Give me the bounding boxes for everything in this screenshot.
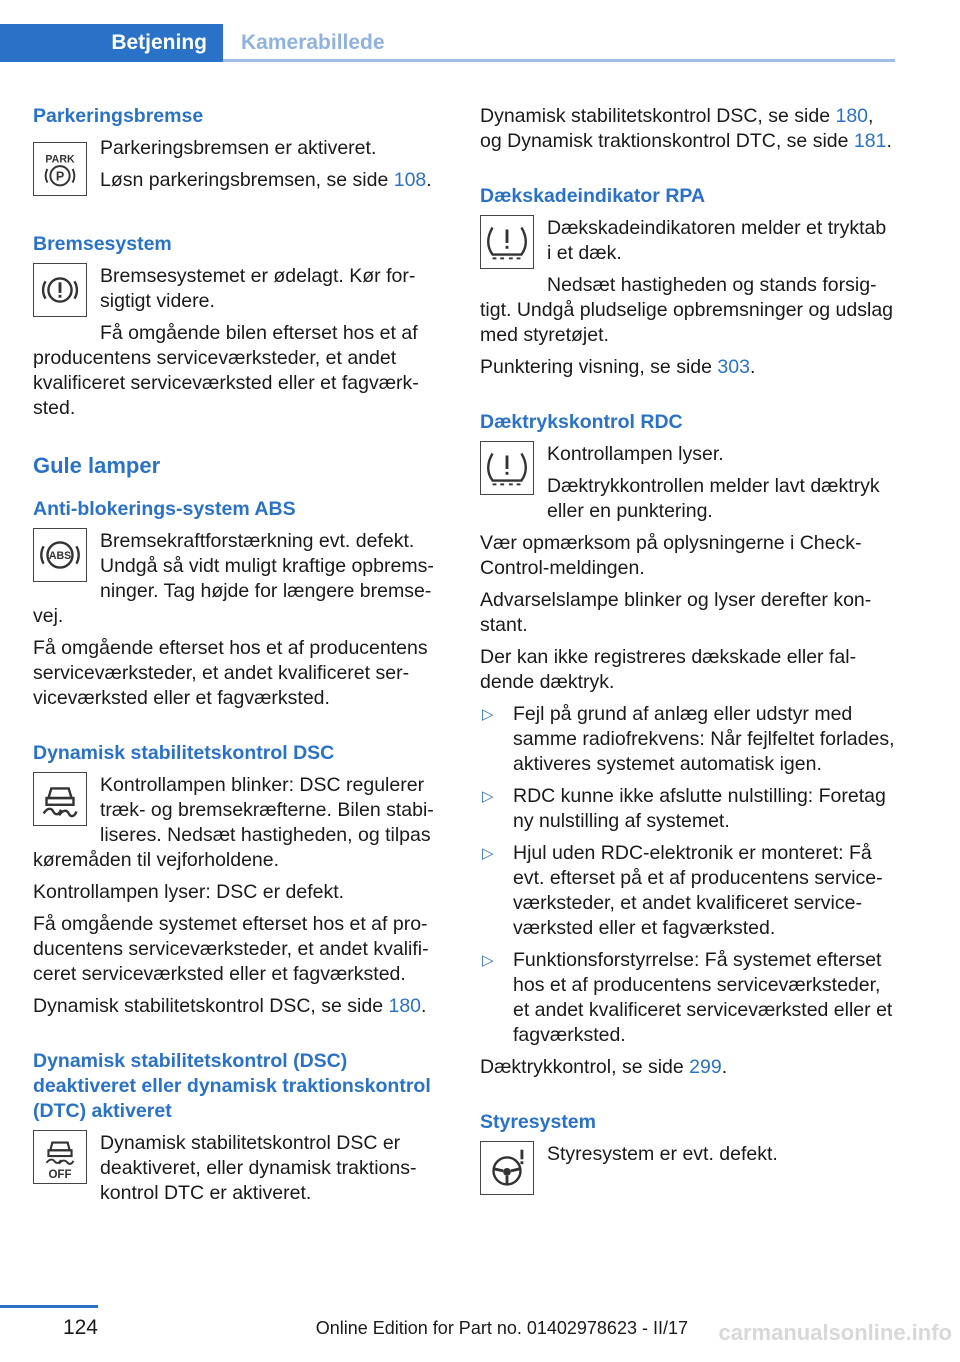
tab-kamerabillede[interactable]: Kamerabillede [241,31,385,54]
paragraph: Parkeringsbremsen er aktiveret. [100,137,377,159]
paragraph: Kontrollampen lyser. [547,443,724,465]
triangle-bullet-icon: ▷ [482,706,494,723]
page-number: 124 [62,1316,98,1339]
watermark: carmanualsonline.info [718,1320,952,1345]
page-link[interactable]: 180 [388,995,422,1017]
section-yellow-lamps [33,451,448,481]
brake-warning-icon [33,263,87,317]
triangle-bullet-icon: ▷ [482,845,494,862]
paragraph: Vær opmærksom på oplysningerne i Check-Control-meldingen. [480,532,862,579]
header-rule [223,59,895,62]
paragraph: Advarselslampe blinker og lyser derefter konstant. [480,589,872,636]
paragraph: Dynamisk stabilitetskontrol DSC er deaktiveret, eller dynamisk traktionskontrol DTC er aktiveret. [100,1132,417,1204]
page-link[interactable]: 299 [689,1056,722,1078]
paragraph: Bremsekraftforstærkning evt. defekt. Undgå så vidt muligt kraftige opbremsninger. Tag højde for længere bremsevej. [33,530,434,627]
left-column [33,100,448,1206]
paragraph: Nedsæt hastigheden og stands forsigtigt. Undgå pludselige opbremsninger og udslag med styretøjet. [480,274,894,346]
paragraph: Få omgående systemet efterset hos et af producentens serviceværksteder, et andet kvalificeret serviceværksted eller et fagværksted. [33,913,429,985]
dsc-icon [33,772,87,826]
parking-brake-icon [33,142,87,196]
section-parking-brake [33,104,448,202]
paragraph: Dynamisk stabilitetskontrol DSC, se side 180. [33,995,427,1017]
chapter-heading: Gule lamper [33,453,161,478]
section-dsc [33,741,448,1019]
list-item: ▷ RDC kunne ikke afslutte nulstilling: Foretag ny nulstilling af systemet. [482,785,886,832]
section-title: Dækskadeindikator RPA [480,185,706,207]
section-abs [33,497,448,711]
paragraph: Bremsesystemet er ødelagt. Kør forsigtigt videre. [100,265,416,312]
section-brake-system [33,232,448,421]
abs-icon [33,528,87,582]
section-title: Dynamisk stabilitetskontrol (DSC) deaktiveret eller dynamisk traktionskontrol (DTC) aktiveret [33,1050,431,1122]
section-title: Bremsesystem [33,233,172,255]
svg-text:P: P [55,169,65,184]
page-link[interactable]: 181 [853,130,887,152]
steering-wheel-icon [480,1141,534,1195]
page-link[interactable]: 180 [835,105,869,127]
section-title: Parkeringsbremse [33,105,204,127]
section-dsc-off [33,1049,448,1206]
triangle-bullet-icon: ▷ [482,952,494,969]
list-item: ▷ Fejl på grund af anlæg eller udstyr med samme radiofrekvens: Når fejlfeltet forlades, aktiveres systemet automatisk igen. [482,703,895,775]
paragraph: Få omgående efterset hos et af producentens serviceværksteder, et andet kvalificeret serviceværksted eller et fagværksted. [33,637,428,709]
paragraph: Kontrollampen blinker: DSC regulerer træk- og bremsekræfterne. Bilen stabiliseres. Nedsæt hastigheden, og tilpas køremåden til vejforholdene. [33,774,434,871]
section-title: Dynamisk stabilitetskontrol DSC [33,742,335,764]
section-title: Dæktrykskontrol RDC [480,411,683,433]
paragraph: Dækskadeindikatoren melder et tryktab i et dæk. [547,217,887,264]
tab-betjening[interactable]: Betjening [0,24,223,62]
paragraph: Styresystem er evt. defekt. [547,1143,778,1165]
tire-pressure-icon [480,441,534,495]
svg-text:ABS: ABS [48,549,72,562]
svg-text:PARK: PARK [45,153,75,166]
section-title: Styresystem [480,1111,596,1133]
triangle-bullet-icon: ▷ [482,788,494,805]
paragraph: Kontrollampen lyser: DSC er defekt. [33,881,345,903]
paragraph: Punktering visning, se side 303. [480,356,756,378]
svg-text:OFF: OFF [48,1169,72,1182]
dsc-off-icon [33,1130,87,1184]
list-item: ▷ Hjul uden RDC-elektronik er monteret: Få evt. efterset på et af producentens serviceværksteder, et andet kvalificeret serviceværksted eller et fagværksted. [482,842,883,939]
bullet-list [480,702,895,1048]
right-column [480,100,895,1201]
section-rdc [480,410,895,1080]
edition-note: Online Edition for Part no. 01402978623 - II/17 [315,1318,688,1338]
section-steering [480,1110,895,1167]
paragraph: Dynamisk stabilitetskontrol DSC, se side 180, og Dynamisk traktionskontrol DTC, se side 181. [480,105,892,152]
page-link[interactable]: 303 [717,356,750,378]
footer-rule [0,1305,98,1308]
section-title: Anti-blokerings-system ABS [33,498,296,520]
paragraph: Få omgående bilen efterset hos et af producentens serviceværksteder, et andet kvalificeret serviceværksted eller et fagværksted. [33,322,419,419]
header-tabbar [0,24,895,62]
section-rpa [480,184,895,380]
list-item: ▷ Funktionsforstyrrelse: Få systemet efterset hos et af producentens serviceværksteder, et andet kvalificeret serviceværksted eller et fagværksted. [482,949,893,1046]
paragraph: Løsn parkeringsbremsen, se side 108. [100,169,432,191]
page-link[interactable]: 108 [393,169,427,191]
tire-warning-icon [480,215,534,269]
paragraph: Der kan ikke registreres dækskade eller faldende dæktryk. [480,646,857,693]
paragraph: Dæktrykkontrol, se side 299. [480,1056,728,1078]
paragraph: Dæktrykkontrollen melder lavt dæktryk eller en punktering. [547,475,880,522]
